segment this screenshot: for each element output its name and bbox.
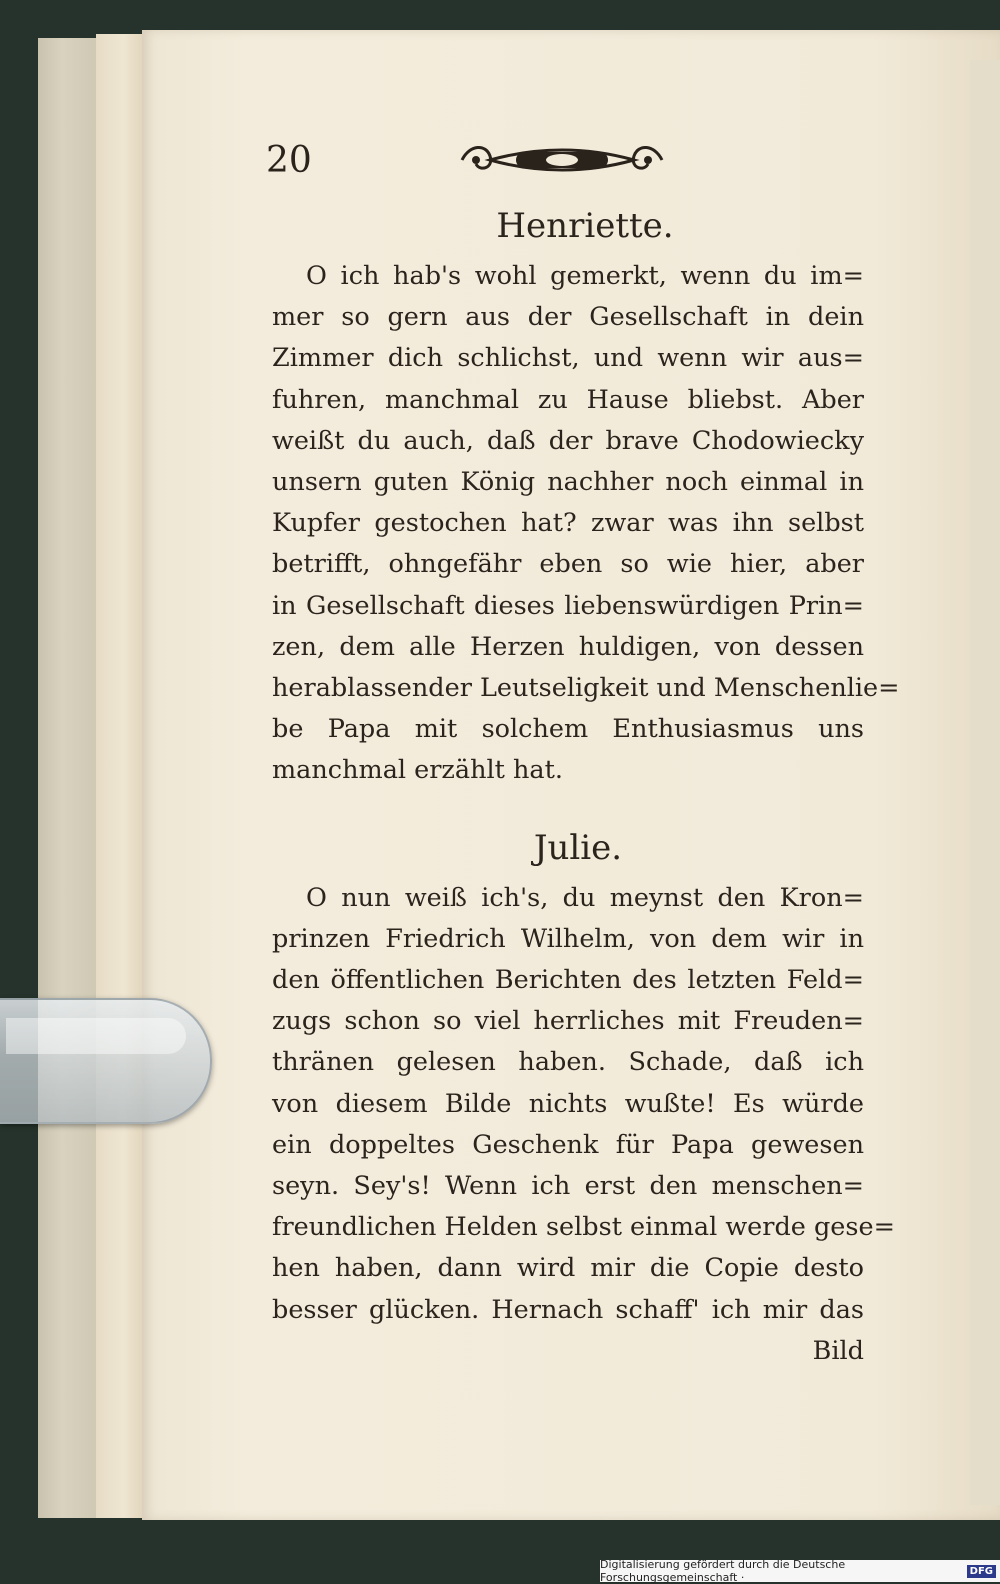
catchword: Bild [812,1335,864,1366]
text-line: fuhren, manchmal zu Hause bliebst. Aber [272,384,864,415]
text-line: von diesem Bilde nichts wußte! Es würde [272,1088,864,1119]
text-line: besser glücken. Hernach schaff' ich mir das [272,1294,864,1325]
speaker-heading: Henriette. [496,206,674,246]
text-line: O ich hab's wohl gemerkt, wenn du im= [306,261,864,291]
text-line: den öffentlichen Berichten des letzten Feld= [272,965,864,996]
text-line: freundlichen Helden selbst einmal werde gese= [272,1212,895,1243]
text-line: betrifft, ohngefähr eben so wie hier, aber [272,549,864,580]
footer-credit: Digitalisierung gefördert durch die Deutsche Forschungsgemeinschaft · [600,1558,846,1584]
dfg-logo: DFG [967,1565,996,1578]
text-line: O nun weiß ich's, du meynst den Kron= [306,882,864,913]
text-line: Zimmer dich schlichst, und wenn wir aus= [272,343,864,374]
text-line: manchmal erzählt hat. [272,755,563,786]
text-line: prinzen Friedrich Wilhelm, von dem wir in [272,923,864,954]
page-text [272,196,900,1372]
text-line: zen, dem alle Herzen huldigen, von dessen [272,631,864,662]
page-stack-edge [96,34,143,1518]
footer-bar [600,1560,1000,1582]
speaker-heading: Julie. [533,827,623,868]
facing-page-edge [970,60,1000,1505]
page-number: 20 [266,140,312,181]
text-line: zugs schon so viel herrliches mit Freuden= [272,1006,864,1037]
text-line: ein doppeltes Geschenk für Papa gewesen [272,1129,864,1160]
text-line: be Papa mit solchem Enthusiasmus uns [272,714,864,745]
text-line: in Gesellschaft dieses liebenswürdigen Prin= [272,590,864,621]
text-line: mer so gern aus der Gesellschaft in dein [272,302,864,333]
text-line: seyn. Sey's! Wenn ich erst den menschen= [272,1171,864,1202]
tab-highlight [6,1018,186,1054]
text-line: hen haben, dann wird mir die Copie desto [272,1253,864,1284]
page-tab-marker [0,998,212,1124]
text-line: weißt du auch, daß der brave Chodowiecky [272,425,864,456]
page-block-edge [38,38,98,1518]
header-ornament [456,138,668,182]
text-line: herablassender Leutseligkeit und Menschenlie= [272,673,900,704]
text-line: Kupfer gestochen hat? zwar was ihn selbst [272,508,864,539]
text-line: thränen gelesen haben. Schade, daß ich [272,1047,864,1078]
text-line: unsern guten König nachher noch einmal in [272,467,864,498]
